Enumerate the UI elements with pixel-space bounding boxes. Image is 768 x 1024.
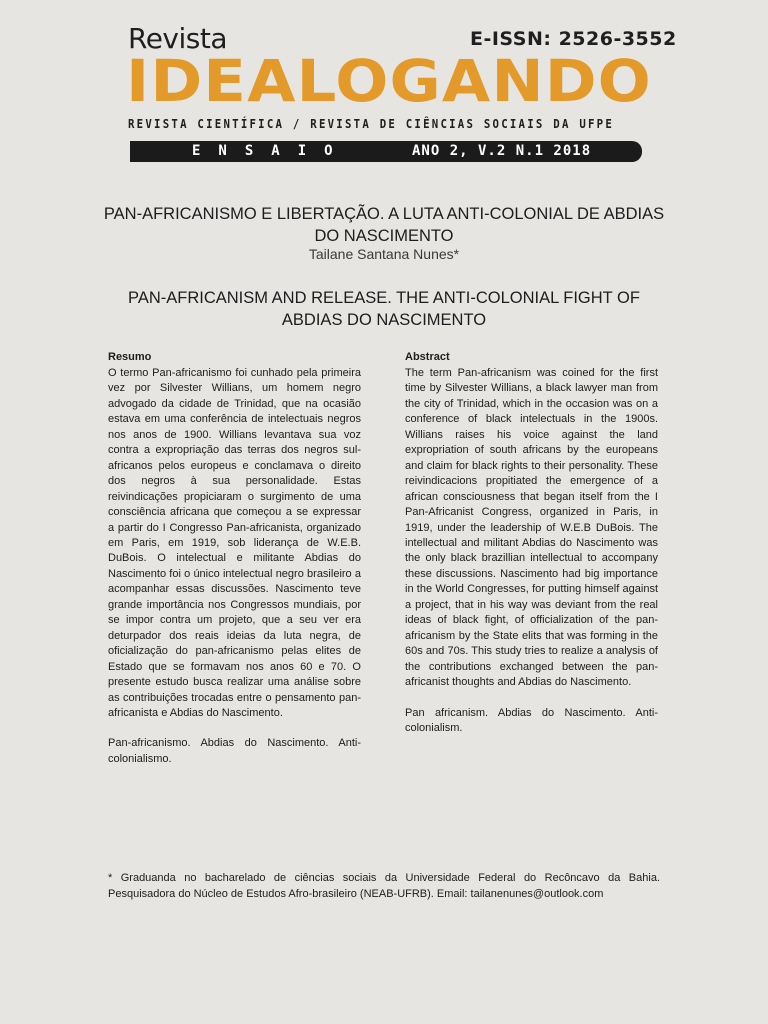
article-title-pt: PAN-AFRICANISMO E LIBERTAÇÃO. A LUTA ANTI-COLONIAL DE ABDIAS DO NASCIMENTO — [103, 205, 665, 245]
author-footnote: * Graduanda no bacharelado de ciências sociais da Universidade Federal do Recôncavo da Bahia. Pesquisadora do Núcleo de Estudos Afro-brasileiro (NEAB-UFRB). Email: tailanenunes@outlook.com — [108, 872, 660, 900]
issn-label: E-ISSN: 2526-3552 — [470, 28, 677, 50]
abstract-keywords: Pan africanism. Abdias do Nascimento. Anti-colonialism. — [405, 706, 658, 734]
section-label: ENSAIO — [192, 143, 351, 159]
journal-logo: IDEALOGANDO — [126, 47, 652, 115]
issue-label: ANO 2, V.2 N.1 2018 — [412, 143, 592, 159]
journal-header — [0, 0, 768, 170]
resumo-section — [108, 350, 361, 767]
resumo-heading: Resumo — [108, 351, 152, 363]
section-bar — [130, 141, 642, 162]
resumo-body: O termo Pan-africanismo foi cunhado pela primeira vez por Silvester Willians, um homem negro advogado da cidade de Trinidad, que na ocasião estava em uma conferência de intelectuais negros nos anos de 1900. Willians levantava sua voz contra a expropriação das terras dos negros sul-africanos pelos europeus e conclamava o direito dos negros à sua personalidade. Estas reivindicações propiciaram o surgimento de uma consciência africana que começou a se expressar a partir do I Congresso Pan-africanista, organizado em Paris, em 1919, sob liderança de W.E.B. DuBois. O intelectual e militante Abdias do Nascimento foi o único intelectual negro brasileiro a acompanhar essas discussões. Nascimento teve grande importância nos Congressos mundiais, por se impor contra um projeto, que a seu ver era deturpador dos reais ideias da luta negra, de oficialização do pan-africanismo pelas elites de Estado que se formavam nos anos 60 e 70. O presente estudo busca realizar uma análise sobre as contribuições trocadas entre o pensamento pan-africanista e Abdias do Nascimento. — [108, 367, 361, 719]
abstract-heading: Abstract — [405, 351, 450, 363]
journal-revista-word: Revista — [128, 22, 227, 55]
abstract-section — [405, 350, 658, 736]
abstract-body: The term Pan-africanism was coined for the first time by Silvester Willians, a black lawyer man from the city of Trinidad, which in the occasion was on a conference of black intelectuals in the 1900s. Willians raises his voice against the land expropriation of south africans by the europeans and claim for black rights to their personality. These reivindicacions propitiated the emergence of a african consciousness that began itself from the I Pan-Africanist Congress, organized in Paris, in 1919, under the leadership of W.E.B DuBois. The intellectual and militant Abdias do Nascimento was the only black brazillian intellectual to accompany these discussions. Nascimento had big importance in the World Congresses, for putting himself against a project, that in his way was deviant from the real ideas of black fight, of officialization of the pan-africanism by the State elits that was forming in the 60s and 70s. This study tries to realize a analysis of the contributions exchanged between the pan-africanist thoughts and Abdias do Nascimento. — [405, 367, 658, 689]
article-title-en: PAN-AFRICANISM AND RELEASE. THE ANTI-COLONIAL FIGHT OF ABDIAS DO NASCIMENTO — [128, 289, 640, 329]
journal-subtitle: REVISTA CIENTÍFICA / REVISTA DE CIÊNCIAS SOCIAIS DA UFPE — [128, 116, 615, 131]
resumo-keywords: Pan-africanismo. Abdias do Nascimento. Anti-colonialismo. — [108, 737, 361, 765]
author-name: Tailane Santana Nunes* — [308, 246, 460, 262]
